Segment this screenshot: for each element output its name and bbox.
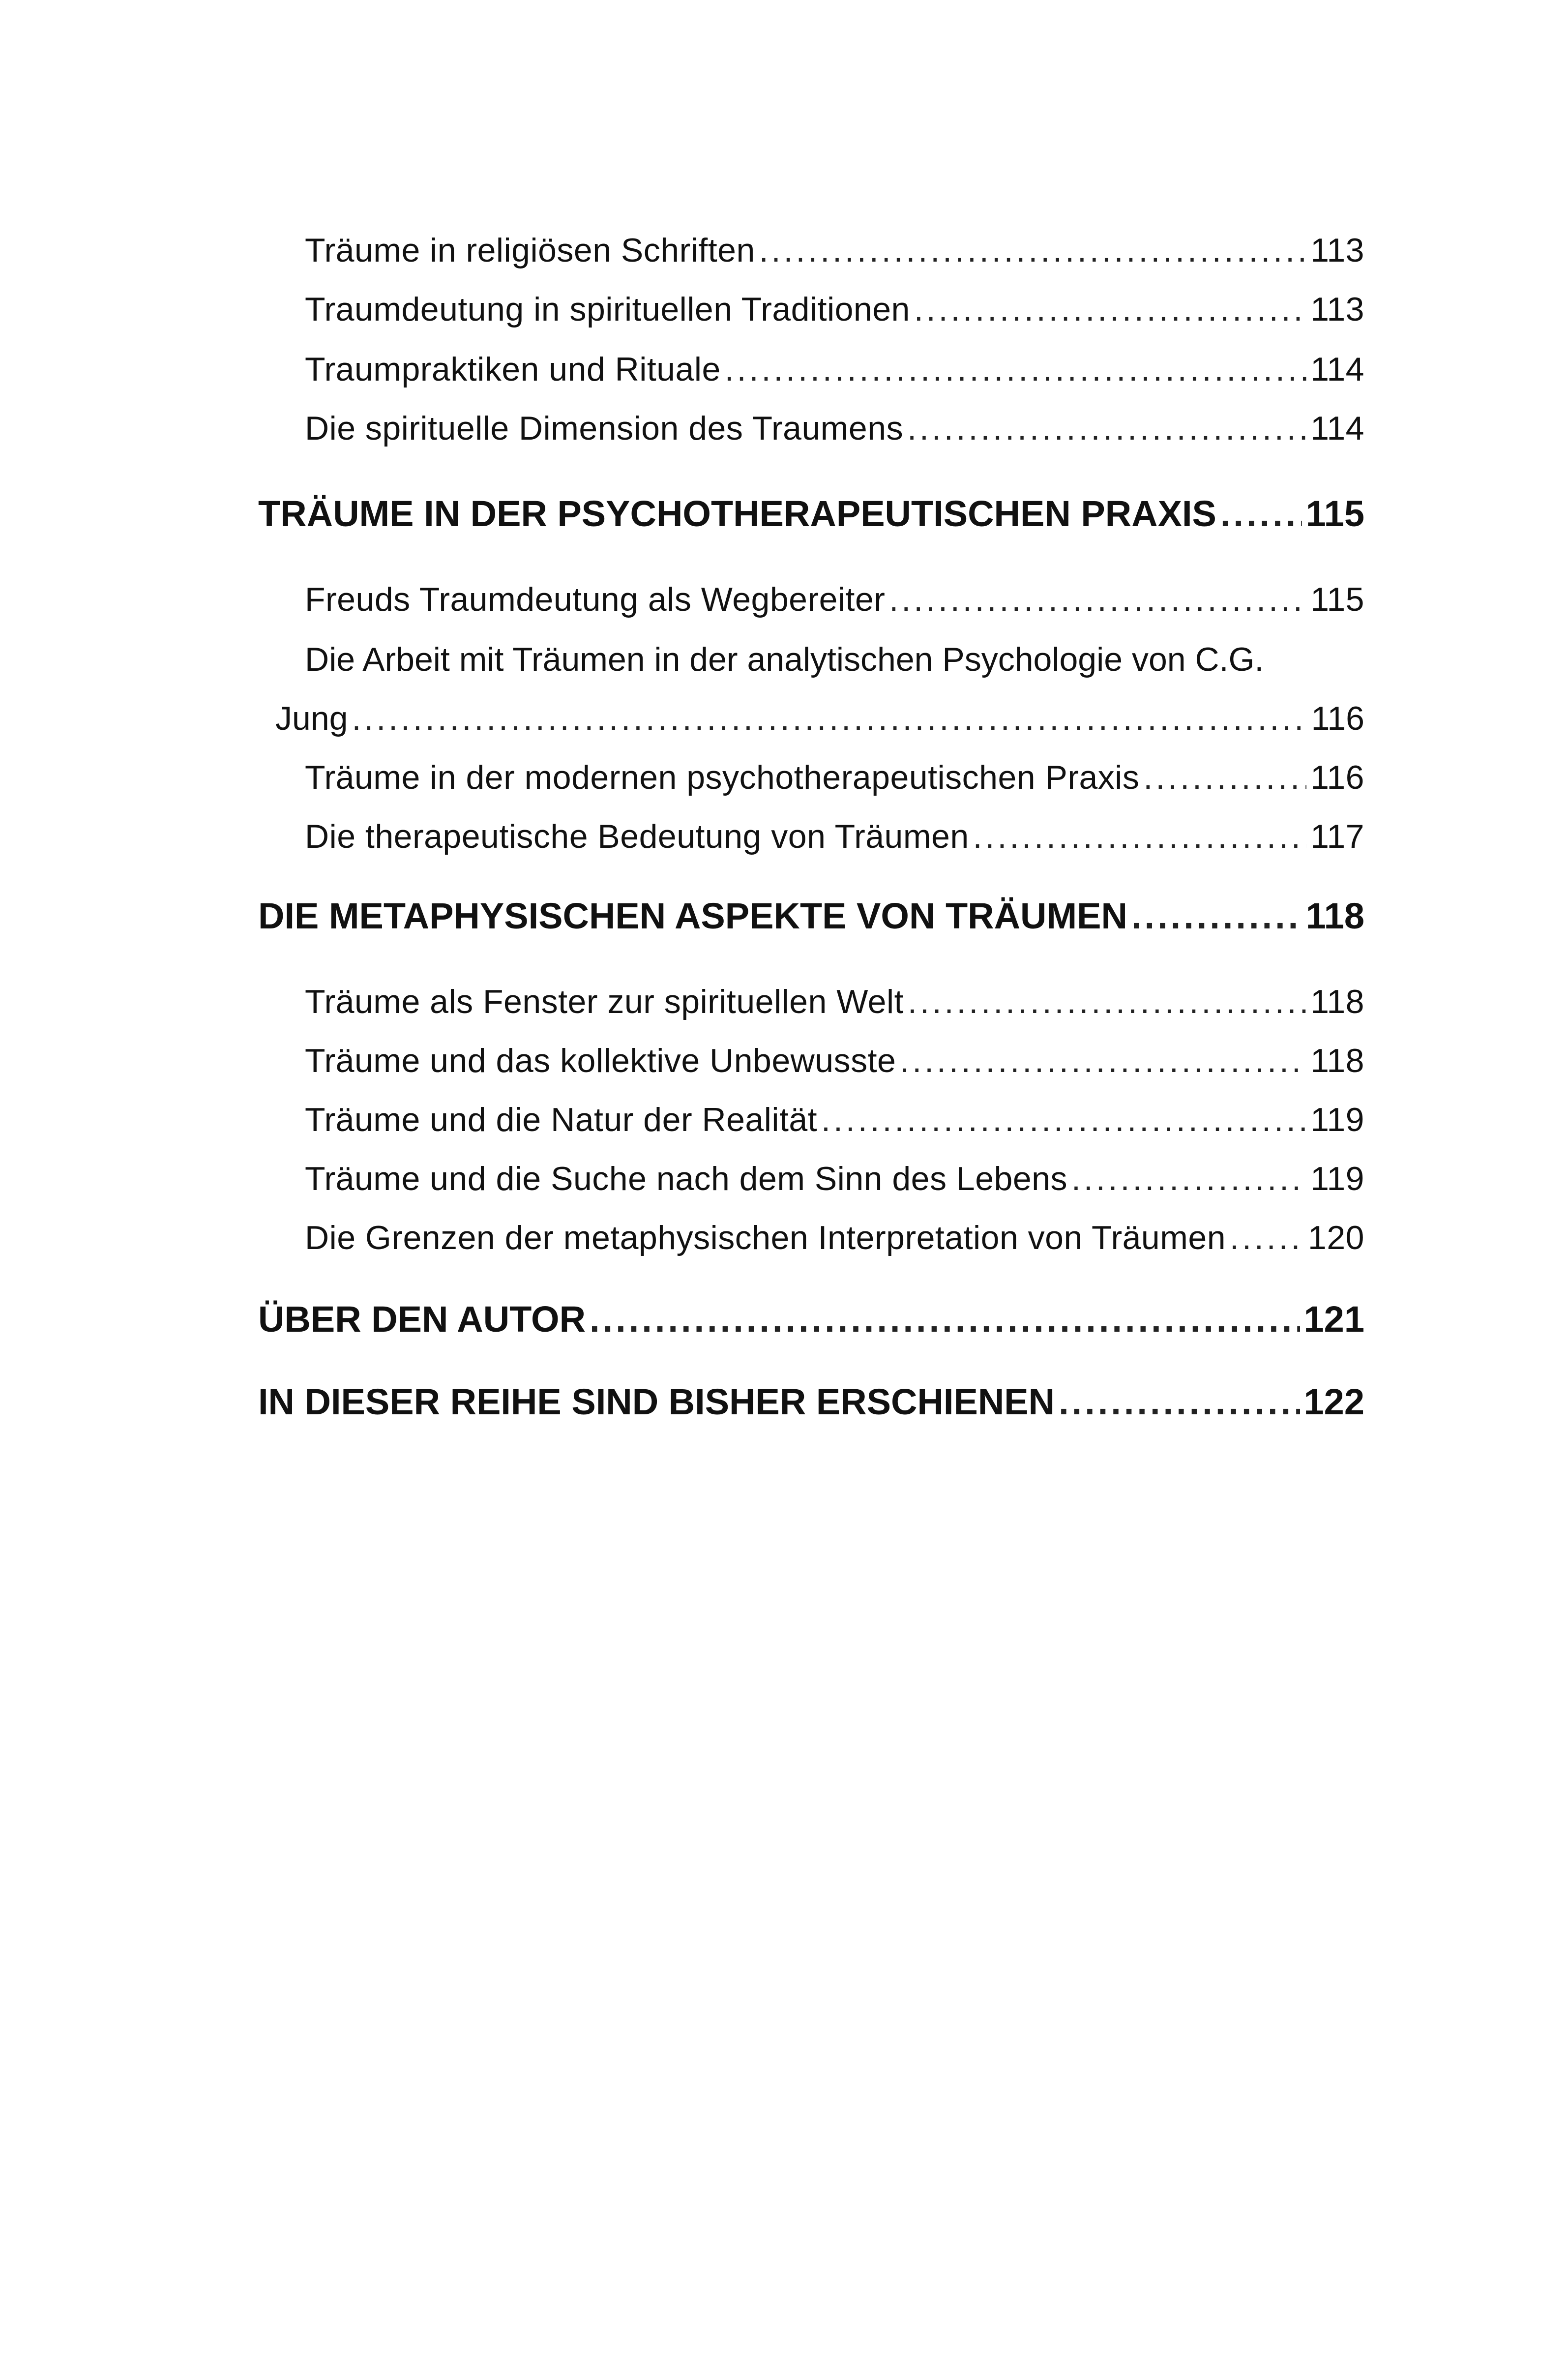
toc-entry-label: Träume und die Natur der Realität bbox=[305, 1101, 818, 1138]
toc-chapter-label: IN DIESER REIHE SIND BISHER ERSCHIENEN bbox=[258, 1381, 1055, 1422]
toc-entry-page: 118 bbox=[1310, 983, 1364, 1020]
toc-entry-page: 117 bbox=[1310, 818, 1364, 855]
leader-dots bbox=[1143, 758, 1306, 797]
toc-entry[interactable] bbox=[305, 231, 1364, 269]
toc-chapter-label: DIE METAPHYSISCHEN ASPEKTE VON TRÄUMEN bbox=[258, 895, 1127, 936]
leader-dots bbox=[1131, 895, 1302, 937]
toc-entry-label: Träume und die Suche nach dem Sinn des Lebens bbox=[305, 1160, 1067, 1197]
toc-chapter[interactable] bbox=[258, 1298, 1364, 1340]
leader-dots bbox=[973, 817, 1306, 856]
toc-entry-label: Träume und das kollektive Unbewusste bbox=[305, 1042, 896, 1079]
toc-chapter[interactable] bbox=[258, 493, 1364, 535]
toc-chapter[interactable] bbox=[258, 1381, 1364, 1423]
toc-entry[interactable] bbox=[305, 1042, 1364, 1080]
toc-entry-page: 118 bbox=[1310, 1042, 1364, 1079]
toc-entry-page: 115 bbox=[1310, 581, 1364, 618]
leader-dots bbox=[907, 409, 1306, 448]
leader-dots bbox=[1230, 1219, 1304, 1257]
toc-entry[interactable] bbox=[305, 1101, 1364, 1139]
toc-entry[interactable] bbox=[305, 1160, 1364, 1198]
toc-chapter-label: ÜBER DEN AUTOR bbox=[258, 1299, 586, 1340]
leader-dots bbox=[889, 580, 1306, 619]
toc-entry-label: Traumdeutung in spirituellen Traditionen bbox=[305, 291, 910, 328]
toc-chapter-page: 122 bbox=[1303, 1381, 1364, 1422]
toc-entry-page: 120 bbox=[1308, 1219, 1364, 1256]
leader-dots bbox=[1059, 1381, 1300, 1423]
leader-dots bbox=[908, 983, 1306, 1021]
toc-entry[interactable] bbox=[305, 580, 1364, 619]
toc-entry-wrapped[interactable] bbox=[305, 640, 1364, 679]
toc-entry-label: Die Grenzen der metaphysischen Interpretation von Träumen bbox=[305, 1219, 1226, 1256]
leader-dots bbox=[352, 699, 1307, 738]
toc-entry-page: 114 bbox=[1310, 351, 1364, 388]
toc-entry-page: 116 bbox=[1310, 759, 1364, 796]
toc-entry-label: Träume in der modernen psychotherapeutischen Praxis bbox=[305, 759, 1140, 796]
toc-entry-label: Die Arbeit mit Träumen in der analytischen Psychologie von C.G. bbox=[305, 641, 1264, 678]
toc-entry[interactable] bbox=[305, 290, 1364, 328]
toc-entry-page: 113 bbox=[1310, 232, 1364, 269]
toc-entry-page: 116 bbox=[1311, 700, 1364, 737]
leader-dots bbox=[821, 1101, 1306, 1139]
toc-entry[interactable] bbox=[305, 817, 1364, 856]
toc-entry[interactable] bbox=[305, 1219, 1364, 1257]
leader-dots bbox=[725, 350, 1306, 388]
toc-entry-label: Die spirituelle Dimension des Traumens bbox=[305, 410, 904, 447]
toc-entry-page: 113 bbox=[1310, 291, 1364, 328]
toc-entry-label: Träume in religiösen Schriften bbox=[305, 232, 755, 269]
toc-entry-continuation[interactable] bbox=[275, 699, 1364, 738]
toc-entry-page: 119 bbox=[1310, 1101, 1364, 1138]
toc-entry-label: Jung bbox=[275, 700, 348, 737]
toc-entry[interactable] bbox=[305, 758, 1364, 797]
toc-entry[interactable] bbox=[305, 350, 1364, 388]
toc-chapter-page: 121 bbox=[1303, 1299, 1364, 1340]
leader-dots bbox=[914, 290, 1306, 328]
toc-entry-page: 114 bbox=[1310, 410, 1364, 447]
toc-entry[interactable] bbox=[305, 983, 1364, 1021]
leader-dots bbox=[590, 1298, 1300, 1340]
leader-dots bbox=[900, 1042, 1306, 1080]
toc-entry-label: Träume als Fenster zur spirituellen Welt bbox=[305, 983, 904, 1020]
toc-chapter-page: 115 bbox=[1305, 493, 1364, 534]
leader-dots bbox=[1071, 1160, 1306, 1198]
leader-dots bbox=[1220, 493, 1302, 535]
toc-entry-label: Traumpraktiken und Rituale bbox=[305, 351, 721, 388]
toc-entry-page: 119 bbox=[1310, 1160, 1364, 1197]
leader-dots bbox=[759, 231, 1306, 269]
toc-chapter[interactable] bbox=[258, 895, 1364, 937]
toc-entry-label: Die therapeutische Bedeutung von Träumen bbox=[305, 818, 969, 855]
toc-entry[interactable] bbox=[305, 409, 1364, 448]
toc-entry-label: Freuds Traumdeutung als Wegbereiter bbox=[305, 581, 886, 618]
toc-chapter-label: TRÄUME IN DER PSYCHOTHERAPEUTISCHEN PRAXIS bbox=[258, 493, 1216, 534]
toc-chapter-page: 118 bbox=[1305, 895, 1364, 936]
